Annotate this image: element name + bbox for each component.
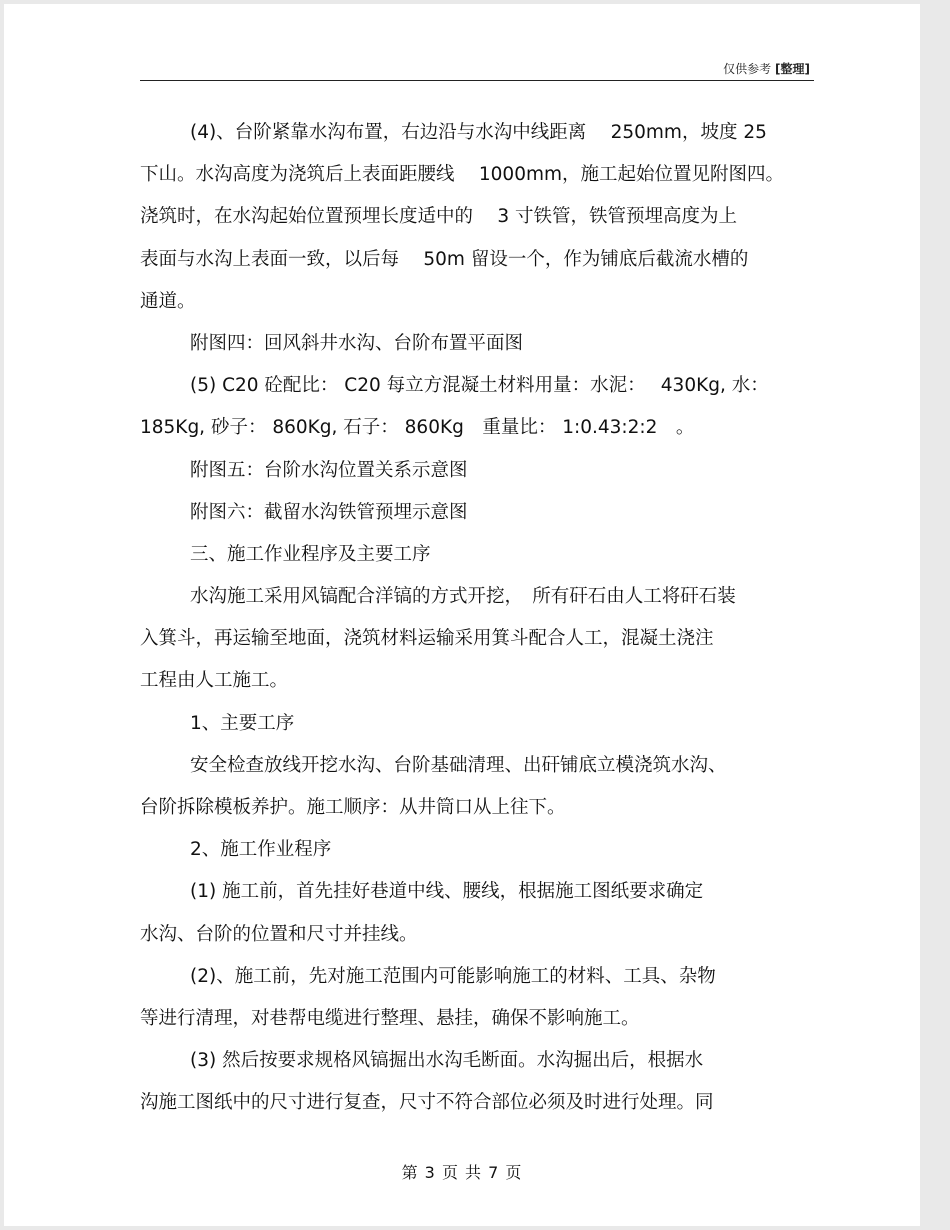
paragraph-line: 水沟、台阶的位置和尺寸并挂线。 <box>140 923 418 945</box>
paragraph-line: 通道。 <box>140 290 196 312</box>
paragraph-line: 185Kg, 砂子： 860Kg, 石子： 860Kg 重量比： 1:0.43:2:2 。 <box>140 417 695 439</box>
header-text: 仅供参考 <box>723 62 772 76</box>
figure-caption: 附图六：截留水沟铁管预埋示意图 <box>190 501 468 523</box>
page-number: 第 3 页 共 7 页 <box>401 1163 523 1182</box>
paragraph-line: 入箕斗，再运输至地面，浇筑材料运输采用箕斗配合人工，混凝土浇注 <box>140 628 714 650</box>
page-header <box>723 60 810 77</box>
paragraph-line: (1) 施工前，首先挂好巷道中线、腰线，根据施工图纸要求确定 <box>190 881 704 903</box>
subsection-heading: 2、施工作业程序 <box>190 839 332 861</box>
paragraph-line: 表面与水沟上表面一致，以后每 50m 留设一个，作为铺底后截流水槽的 <box>140 248 749 270</box>
paragraph-line: 安全检查放线开挖水沟、台阶基础清理、出矸铺底立模浇筑水沟、 <box>190 754 727 776</box>
document-page <box>4 4 920 1226</box>
paragraph-line: (2)、施工前，先对施工范围内可能影响施工的材料、工具、杂物 <box>190 965 716 987</box>
paragraph-line: (4)、台阶紧靠水沟布置，右边沿与水沟中线距离 250mm，坡度 25 <box>190 122 767 143</box>
paragraph-line: 浇筑时，在水沟起始位置预埋长度适中的 3 寸铁管，铁管预埋高度为上 <box>140 206 738 228</box>
paragraph-line: 水沟施工采用风镐配合洋镐的方式开挖， 所有矸石由人工将矸石装 <box>190 586 736 608</box>
paragraph-line: 工程由人工施工。 <box>140 670 289 692</box>
subsection-heading: 1、主要工序 <box>190 712 295 734</box>
paragraph-line: (5) C20 砼配比： C20 每立方混凝土材料用量：水泥： 430Kg, 水： <box>190 375 769 397</box>
paragraph-line: 台阶拆除模板养护。施工顺序：从井筒口从上往下。 <box>140 797 566 818</box>
document-body <box>140 112 820 1125</box>
paragraph-line: 沟施工图纸中的尺寸进行复查，尺寸不符合部位必须及时进行处理。同 <box>140 1092 714 1114</box>
header-bracket: [整理] <box>775 62 810 76</box>
paragraph-line: (3) 然后按要求规格风镐掘出水沟毛断面。水沟掘出后，根据水 <box>190 1050 704 1072</box>
paragraph-line: 下山。水沟高度为浇筑后上表面距腰线 1000mm，施工起始位置见附图四。 <box>140 164 785 186</box>
figure-caption: 附图五：台阶水沟位置关系示意图 <box>190 459 468 481</box>
figure-caption: 附图四：回风斜井水沟、台阶布置平面图 <box>190 332 524 354</box>
header-rule <box>140 80 814 81</box>
section-heading: 三、施工作业程序及主要工序 <box>190 543 431 565</box>
paragraph-line: 等进行清理，对巷帮电缆进行整理、悬挂，确保不影响施工。 <box>140 1007 640 1029</box>
